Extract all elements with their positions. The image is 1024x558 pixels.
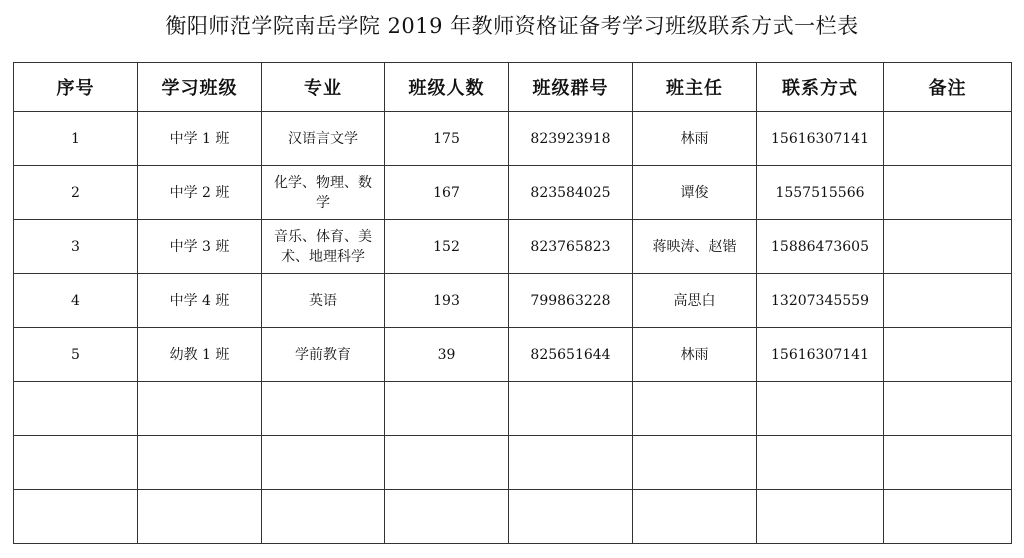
cell-major	[262, 490, 385, 544]
table-row	[14, 220, 1012, 274]
cell-major	[262, 274, 385, 328]
header-count: 班级人数	[385, 63, 509, 112]
cell-major-text: 音乐、体育、美术、地理科学	[274, 228, 372, 265]
table-row	[14, 328, 1012, 382]
cell-count	[385, 382, 509, 436]
cell-note	[884, 166, 1012, 220]
table-row-empty	[14, 382, 1012, 436]
cell-note	[884, 436, 1012, 490]
cell-count: 175	[385, 112, 509, 166]
header-note: 备注	[884, 63, 1012, 112]
cell-note	[884, 112, 1012, 166]
cell-contact	[757, 382, 884, 436]
table-header-row	[14, 63, 1012, 112]
cell-index: 3	[14, 220, 138, 274]
table-row-empty	[14, 436, 1012, 490]
cell-count: 152	[385, 220, 509, 274]
cell-index: 1	[14, 112, 138, 166]
cell-group	[509, 490, 633, 544]
cell-index	[14, 382, 138, 436]
cell-note	[884, 274, 1012, 328]
table-row	[14, 274, 1012, 328]
header-contact: 联系方式	[757, 63, 884, 112]
cell-group	[509, 382, 633, 436]
cell-class: 中学 3 班	[138, 220, 262, 274]
cell-major	[262, 382, 385, 436]
cell-teacher	[633, 382, 757, 436]
cell-teacher: 林雨	[633, 328, 757, 382]
cell-count	[385, 436, 509, 490]
cell-note	[884, 220, 1012, 274]
cell-major	[262, 220, 385, 274]
cell-contact	[757, 490, 884, 544]
cell-contact: 15886473605	[757, 220, 884, 274]
cell-note	[884, 382, 1012, 436]
cell-contact: 13207345559	[757, 274, 884, 328]
cell-major	[262, 328, 385, 382]
table-row-empty	[14, 490, 1012, 544]
cell-major	[262, 436, 385, 490]
cell-count	[385, 490, 509, 544]
cell-teacher: 蒋映涛、赵锴	[633, 220, 757, 274]
cell-group: 823584025	[509, 166, 633, 220]
header-index: 序号	[14, 63, 138, 112]
cell-note	[884, 490, 1012, 544]
cell-teacher	[633, 490, 757, 544]
cell-class	[138, 490, 262, 544]
cell-major-text: 化学、物理、数学	[274, 174, 372, 211]
cell-index: 2	[14, 166, 138, 220]
cell-count: 193	[385, 274, 509, 328]
cell-group: 799863228	[509, 274, 633, 328]
header-teacher: 班主任	[633, 63, 757, 112]
cell-teacher: 高思白	[633, 274, 757, 328]
document-title: 衡阳师范学院南岳学院 2019 年教师资格证备考学习班级联系方式一栏表	[165, 14, 859, 38]
cell-index: 4	[14, 274, 138, 328]
cell-class: 中学 2 班	[138, 166, 262, 220]
table-row	[14, 112, 1012, 166]
cell-count: 39	[385, 328, 509, 382]
cell-group	[509, 436, 633, 490]
cell-major-text: 汉语言文学	[288, 130, 358, 147]
cell-index	[14, 490, 138, 544]
cell-teacher: 林雨	[633, 112, 757, 166]
table-row	[14, 166, 1012, 220]
cell-class	[138, 436, 262, 490]
contact-table	[13, 62, 1012, 544]
cell-contact: 15616307141	[757, 112, 884, 166]
header-class: 学习班级	[138, 63, 262, 112]
cell-major	[262, 112, 385, 166]
header-group: 班级群号	[509, 63, 633, 112]
cell-index	[14, 436, 138, 490]
cell-contact	[757, 436, 884, 490]
cell-contact: 15616307141	[757, 328, 884, 382]
cell-group: 825651644	[509, 328, 633, 382]
cell-group: 823765823	[509, 220, 633, 274]
cell-teacher: 谭俊	[633, 166, 757, 220]
cell-major-text: 学前教育	[295, 346, 351, 363]
cell-class: 中学 1 班	[138, 112, 262, 166]
cell-major-text: 英语	[309, 292, 337, 309]
cell-note	[884, 328, 1012, 382]
cell-index: 5	[14, 328, 138, 382]
cell-class: 幼教 1 班	[138, 328, 262, 382]
cell-teacher	[633, 436, 757, 490]
cell-contact: 1557515566	[757, 166, 884, 220]
cell-count: 167	[385, 166, 509, 220]
header-major: 专业	[262, 63, 385, 112]
cell-major	[262, 166, 385, 220]
cell-group: 823923918	[509, 112, 633, 166]
cell-class	[138, 382, 262, 436]
cell-class: 中学 4 班	[138, 274, 262, 328]
